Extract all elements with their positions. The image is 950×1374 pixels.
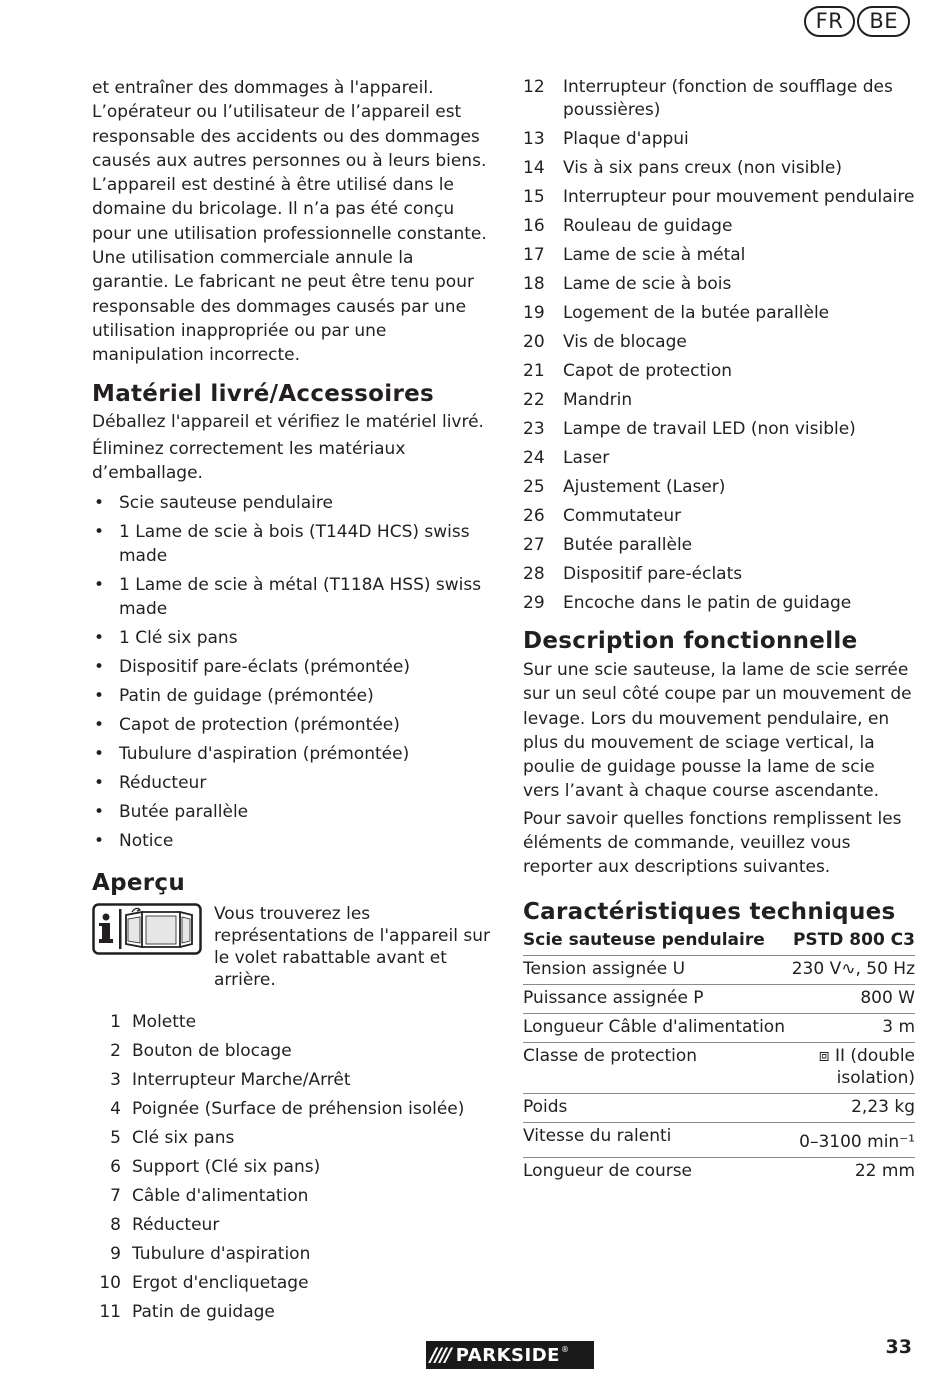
foldout-note [92,903,492,991]
lang-badge-be: BE [857,6,910,37]
list-item: 24 Laser [523,448,610,468]
list-item: 22 Mandrin [523,390,633,410]
description-para-1: Sur une scie sauteuse, la lame de scie serrée sur un seul côté coupe par un mouvement de levage. Lors du mouvement pendulaire, en plus du mouvement de sciage vertical, la poulie de guidage pousse la lame de scie vers l’avant à chaque course ascendante. [523,660,912,802]
left-column [92,76,492,1330]
list-item: 10 Ergot d'encliquetage [99,1273,309,1294]
list-item: 13 Plaque d'appui [523,129,689,149]
list-item: 29 Encoche dans le patin de guidage [523,593,852,613]
list-item: 8 Réducteur [110,1215,220,1236]
logo-registered-mark: ® [560,1345,569,1354]
list-item: 16 Rouleau de guidage [523,216,733,236]
list-item: 19 Logement de la butée parallèle [523,303,830,323]
list-item: 21 Capot de protection [523,361,733,381]
table-row: Puissance assignée P 800 W [523,984,915,1013]
list-item: 6 Support (Clé six pans) [110,1157,321,1178]
parts-list-right [523,76,915,615]
parkside-logo [426,1341,594,1369]
lang-badge-fr: FR [804,6,856,37]
list-item: 2 Bouton de blocage [110,1041,292,1062]
table-row: Poids 2,23 kg [523,1093,915,1122]
specs-header-row [523,928,915,956]
list-item: 1 Molette [110,1012,197,1033]
logo-text: PARKSIDE [455,1344,560,1366]
apercu-heading: Aperçu [92,870,186,897]
table-row: Classe de protection ⧈ II (double isolation) [523,1042,915,1093]
list-item: 14 Vis à six pans creux (non visible) [523,158,842,178]
materiel-para-packaging: Éliminez correctement les matériaux d’emballage. [92,438,406,484]
page-number: 33 [885,1336,912,1358]
list-item: • Patin de guidage (prémontée) [94,686,374,707]
table-row: Longueur de course 22 mm [523,1157,915,1186]
list-item: 7 Câble d'alimentation [110,1186,309,1207]
list-item: • 1 Lame de scie à métal (T118A HSS) swiss made [94,575,482,620]
description-para-2: Pour savoir quelles fonctions remplissent les éléments de commande, veuillez vous reporter aux descriptions suivantes. [523,808,902,878]
list-item: 28 Dispositif pare-éclats [523,564,743,584]
list-item: 11 Patin de guidage [99,1302,275,1323]
delivery-list [92,491,492,853]
specs-head-value: PSTD 800 C3 [792,929,915,950]
list-item: • Tubulure d'aspiration (prémontée) [94,744,410,765]
list-item: 5 Clé six pans [110,1128,235,1149]
specs-table [523,928,915,1186]
info-foldout-icon [92,903,202,955]
list-item: 26 Commutateur [523,506,682,526]
list-item: • Dispositif pare-éclats (prémontée) [94,657,410,678]
specs-head-label: Scie sauteuse pendulaire [523,929,765,950]
list-item: 12 Interrupteur (fonction de soufflage des poussières) [523,77,893,120]
logo-bars: //// [430,1344,450,1366]
list-item: • 1 Lame de scie à bois (T144D HCS) swiss made [94,522,470,567]
materiel-heading: Matériel livré/Accessoires [92,380,434,407]
list-item: 27 Butée parallèle [523,535,693,555]
table-row: Tension assignée U 230 V∿, 50 Hz [523,955,915,984]
list-item: 18 Lame de scie à bois [523,274,732,294]
list-item: • 1 Clé six pans [94,628,238,649]
right-column [523,76,915,1186]
list-item: 23 Lampe de travail LED (non visible) [523,419,856,439]
table-row: Vitesse du ralenti 0–3100 min⁻¹ [523,1122,915,1157]
list-item: 4 Poignée (Surface de préhension isolée) [110,1099,465,1120]
foldout-note-text: Vous trouverez les représentations de l'appareil sur le volet rabattable avant et arrière. [214,904,490,991]
language-badges [804,6,910,37]
specs-heading: Caractéristiques techniques [523,898,896,925]
intro-paragraph: et entraîner des dommages à l'appareil. L’opérateur ou l’utilisateur de l’appareil est responsable des accidents ou des dommages causés aux autres personnes ou à leurs biens. L’appareil est destiné à être utilisé dans le domaine du bricolage. Il n’a pas été conçu pour une utilisation professionnelle constante. Une utilisation commerciale annule la garantie. Le fabricant ne peut être tenu pour responsable des dommages causés par une utilisation inappropriée ou par une manipulation incorrecte. [92,78,487,366]
list-item: 15 Interrupteur pour mouvement pendulaire [523,187,915,207]
list-item: • Butée parallèle [94,802,249,823]
list-item: • Capot de protection (prémontée) [94,715,400,736]
table-row: Longueur Câble d'alimentation 3 m [523,1013,915,1042]
list-item: • Scie sauteuse pendulaire [94,493,333,514]
list-item: 3 Interrupteur Marche/Arrêt [110,1070,351,1091]
list-item: 20 Vis de blocage [523,332,687,352]
list-item: • Notice [94,831,174,852]
parts-list-left [92,1011,492,1324]
list-item: 25 Ajustement (Laser) [523,477,726,497]
description-heading: Description fonctionnelle [523,628,858,654]
list-item: 9 Tubulure d'aspiration [110,1244,311,1265]
list-item: • Réducteur [94,773,207,794]
list-item: 17 Lame de scie à métal [523,245,746,265]
materiel-para-unpack: Déballez l'appareil et vérifiez le matériel livré. [92,411,484,432]
